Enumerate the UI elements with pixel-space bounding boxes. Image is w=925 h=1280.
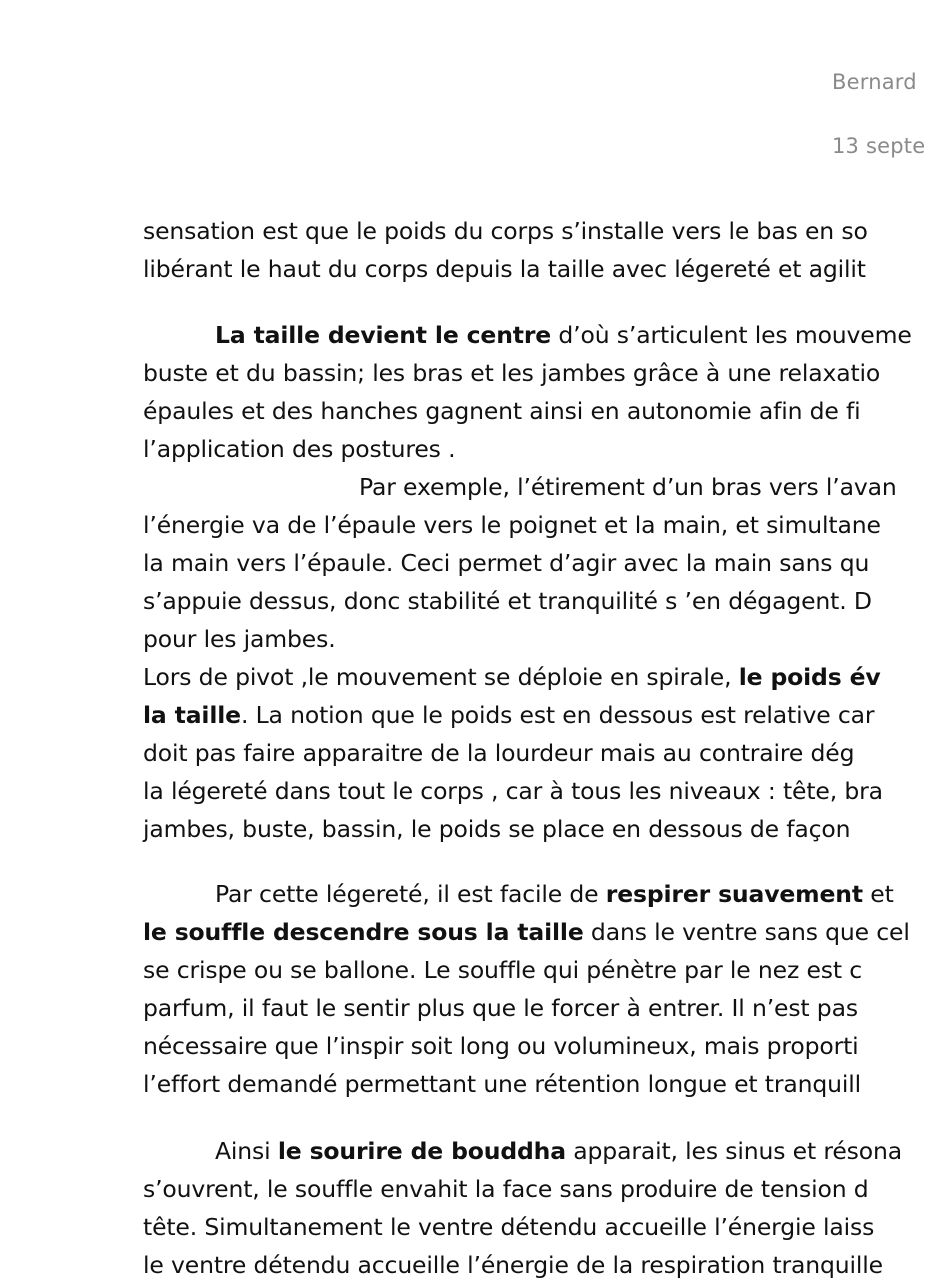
- bold-phrase: respirer suavement: [605, 880, 863, 908]
- paragraph-5-line-6: l’effort demandé permettant une rétention longue et tranquill: [143, 1070, 861, 1098]
- line-text: Par cette légereté, il est facile de: [215, 880, 606, 908]
- paragraph-2-line-1: [215, 320, 912, 350]
- paragraph-3-line-1: Par exemple, l’étirement d’un bras vers l’avan: [359, 473, 897, 501]
- bold-phrase: La taille devient le centre: [215, 321, 552, 349]
- bold-phrase: le sourire de bouddha: [277, 1137, 566, 1165]
- line-text: Lors de pivot ,le mouvement se déploie en spirale,: [143, 663, 739, 691]
- paragraph-5-line-3: se crispe ou se ballone. Le souffle qui pénètre par le nez est c: [143, 956, 863, 984]
- paragraph-1-line-1: sensation est que le poids du corps s’installe vers le bas en so: [143, 217, 868, 245]
- paragraph-4-line-2: [143, 700, 874, 730]
- paragraph-2-line-3: épaules et des hanches gagnent ainsi en autonomie afin de fi: [143, 397, 861, 425]
- paragraph-6-line-4: le ventre détendu accueille l’énergie de la respiration tranquille: [143, 1251, 883, 1279]
- bold-phrase: le souffle descendre sous la taille: [143, 918, 584, 946]
- line-text: dans le ventre sans que cel: [583, 918, 910, 946]
- header-date: 13 septe: [832, 134, 925, 158]
- line-text: Ainsi: [215, 1137, 278, 1165]
- line-text: . La notion que le poids est en dessous est relative car: [240, 701, 875, 729]
- paragraph-6-line-1: [215, 1136, 902, 1166]
- paragraph-4-line-3: doit pas faire apparaitre de la lourdeur mais au contraire dég: [143, 739, 855, 767]
- line-text: apparait, les sinus et résona: [565, 1137, 902, 1165]
- paragraph-4-line-4: la légereté dans tout le corps , car à tous les niveaux : tête, bra: [143, 777, 883, 805]
- paragraph-3-line-4: s’appuie dessus, donc stabilité et tranquilité s ’en dégagent. D: [143, 587, 872, 615]
- paragraph-4-line-1: [143, 662, 881, 692]
- paragraph-5-line-5: nécessaire que l’inspir soit long ou volumineux, mais proporti: [143, 1032, 859, 1060]
- line-text: d’où s’articulent les mouveme: [551, 321, 912, 349]
- bold-phrase: le poids év: [738, 663, 881, 691]
- paragraph-1-line-2: libérant le haut du corps depuis la taille avec légereté et agilit: [143, 255, 866, 283]
- paragraph-5-line-1: [215, 879, 894, 909]
- paragraph-6-line-2: s’ouvrent, le souffle envahit la face sans produire de tension d: [143, 1175, 869, 1203]
- paragraph-2-line-2: buste et du bassin; les bras et les jambes grâce à une relaxatio: [143, 359, 881, 387]
- paragraph-6-line-3: tête. Simultanement le ventre détendu accueille l’énergie laiss: [143, 1213, 875, 1241]
- paragraph-5-line-2: [143, 917, 910, 947]
- paragraph-2-line-4: l’application des postures .: [143, 435, 456, 463]
- paragraph-4-line-5: jambes, buste, bassin, le poids se place en dessous de façon: [143, 815, 851, 843]
- header-author: Bernard: [832, 70, 917, 94]
- line-text: et: [862, 880, 894, 908]
- paragraph-3-line-5: pour les jambes.: [143, 625, 336, 653]
- paragraph-3-line-3: la main vers l’épaule. Ceci permet d’agir avec la main sans qu: [143, 549, 870, 577]
- bold-phrase: la taille: [143, 701, 241, 729]
- paragraph-3-line-2: l’énergie va de l’épaule vers le poignet et la main, et simultane: [143, 511, 881, 539]
- paragraph-5-line-4: parfum, il faut le sentir plus que le forcer à entrer. Il n’est pas: [143, 994, 858, 1022]
